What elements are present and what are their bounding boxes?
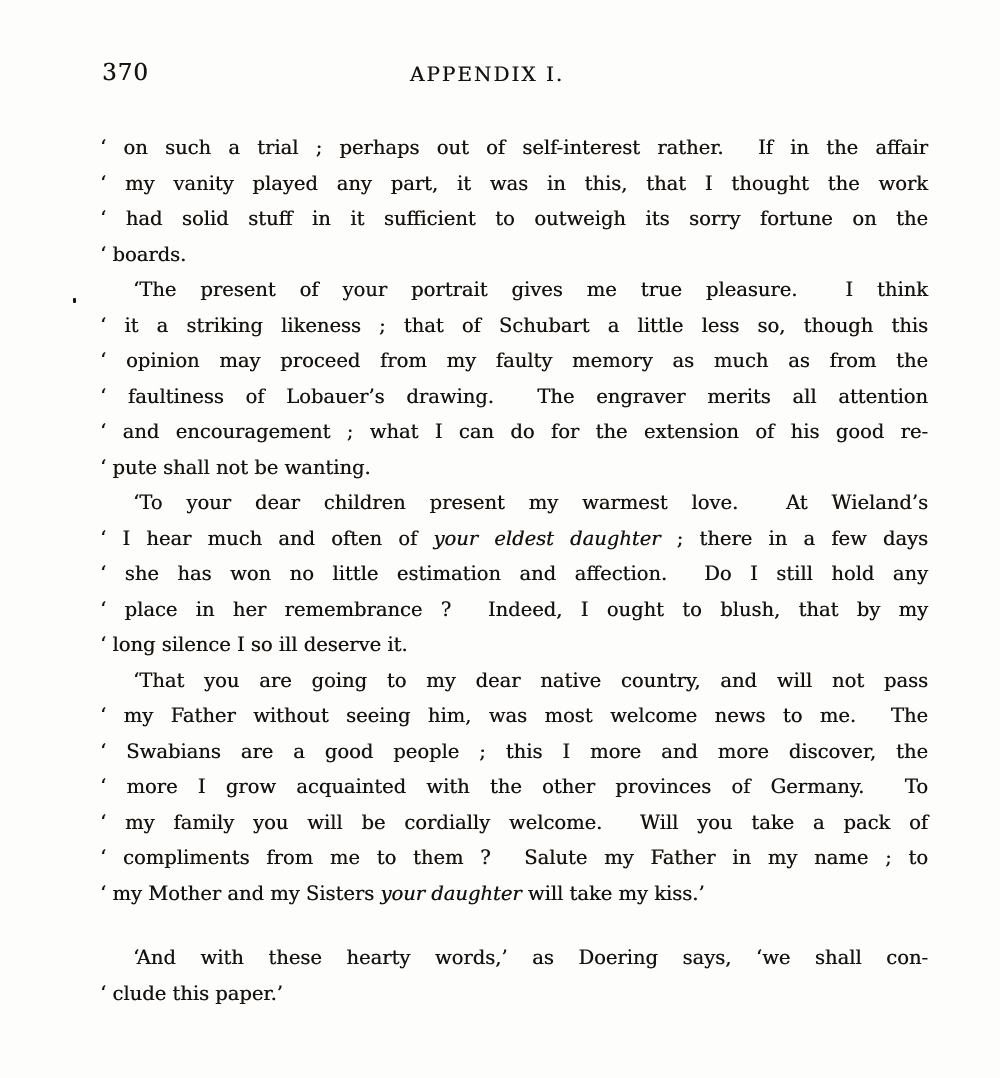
page-body (100, 130, 928, 1011)
text-line (100, 805, 928, 841)
text-line (100, 698, 928, 734)
text-segment: ‘ compliments from me to them ? Salute my Father in my name ; to (100, 846, 928, 869)
text-segment: ‘ pute shall not be wanting. (100, 455, 371, 479)
text-line (100, 130, 928, 166)
text-line (100, 663, 928, 699)
text-segment: ‘ place in her remembrance ? Indeed, I ought to blush, that by my (100, 597, 928, 621)
text-segment: ‘ had solid stuff in it sufficient to outweigh its sorry fortune on the (100, 207, 928, 230)
page-header (100, 60, 928, 92)
text-segment: ‘ Swabians are a good people ; this I more and more discover, the (100, 739, 928, 763)
paragraph (100, 940, 928, 1011)
text-line (100, 485, 928, 521)
text-segment: ‘ my Father without seeing him, was most welcome news to me. The (100, 704, 928, 727)
text-segment: ; there in a few days (660, 526, 928, 550)
text-line (100, 592, 928, 628)
text-segment: ‘ boards. (100, 242, 187, 266)
text-line (100, 237, 928, 273)
text-segment: ‘ my family you will be cordially welcome. Will you take a pack of (100, 810, 928, 834)
italic-text-segment: your daughter (380, 881, 522, 905)
text-segment: will take my kiss.’ (521, 881, 705, 905)
text-line (100, 976, 928, 1012)
text-segment: ‘The present of your portrait gives me true pleasure. I think (133, 278, 928, 301)
paragraph (100, 485, 928, 663)
text-line (100, 379, 928, 415)
text-segment: ‘ more I grow acquainted with the other provinces of Germany. To (100, 775, 928, 798)
paragraph (100, 272, 928, 485)
text-segment: ‘ faultiness of Lobauer’s drawing. The engraver merits all attention (100, 384, 928, 408)
page-number: 370 (102, 60, 149, 86)
text-segment: ‘ on such a trial ; perhaps out of self-interest rather. If in the affair (100, 136, 928, 159)
text-segment: ‘ opinion may proceed from my faulty memory as much as from the (100, 349, 928, 372)
text-segment: ‘ I hear much and often of (100, 526, 434, 550)
text-segment: ‘ she has won no little estimation and affection. Do I still hold any (100, 562, 928, 585)
text-line (100, 876, 928, 912)
text-line (100, 166, 928, 202)
text-line (100, 940, 928, 976)
ink-speck (73, 298, 76, 303)
text-segment: ‘To your dear children present my warmest love. At Wieland’s (133, 491, 928, 514)
text-line (100, 840, 928, 876)
running-head: APPENDIX I. (409, 62, 565, 86)
text-segment: ‘ clude this paper.’ (100, 981, 283, 1005)
paragraph (100, 663, 928, 912)
text-line (100, 450, 928, 486)
text-line (100, 343, 928, 379)
italic-text-segment: your eldest daughter (433, 526, 661, 550)
text-line (100, 627, 928, 663)
text-segment: ‘That you are going to my dear native country, and will not pass (133, 668, 928, 692)
text-segment: ‘ long silence I so ill deserve it. (100, 633, 408, 656)
text-line (100, 414, 928, 450)
text-line (100, 556, 928, 592)
text-line (100, 521, 928, 557)
text-segment: ‘ it a striking likeness ; that of Schubart a little less so, though this (100, 313, 928, 337)
text-segment: ‘ and encouragement ; what I can do for the extension of his good re- (100, 420, 928, 443)
text-line (100, 201, 928, 237)
text-line (100, 308, 928, 344)
text-segment: ‘ my vanity played any part, it was in this, that I thought the work (100, 171, 928, 195)
text-segment: ‘And with these hearty words,’ as Doering says, ‘we shall con- (133, 946, 928, 969)
text-segment: ‘ my Mother and my Sisters (100, 881, 381, 905)
text-line (100, 769, 928, 805)
paragraph (100, 130, 928, 272)
text-line (100, 272, 928, 308)
text-line (100, 734, 928, 770)
